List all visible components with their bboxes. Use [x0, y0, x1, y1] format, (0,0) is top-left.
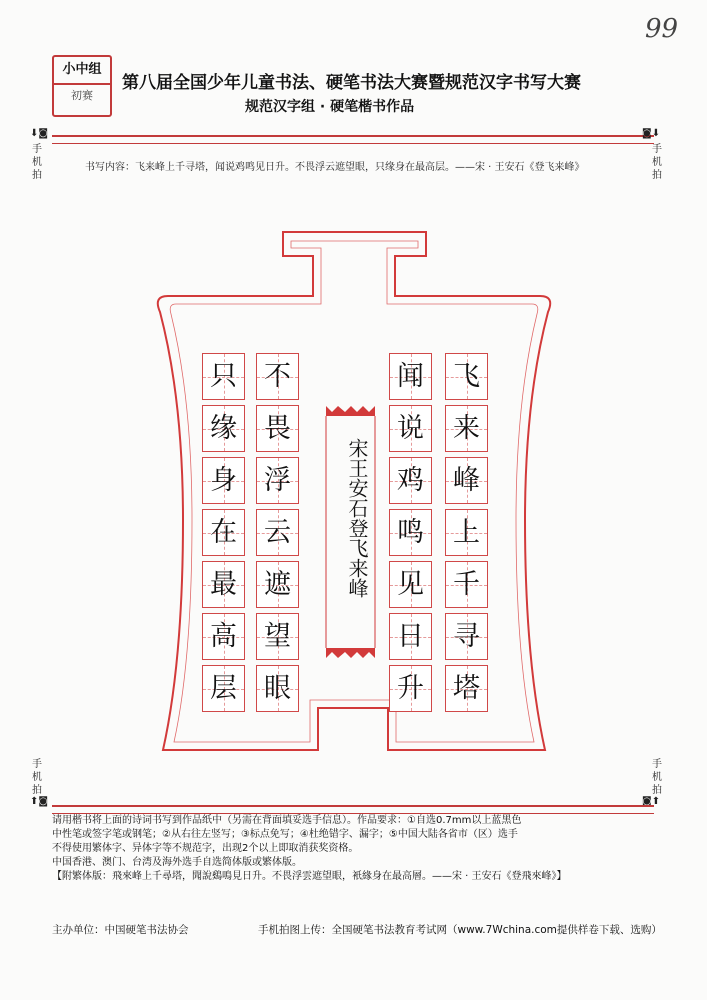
- upload-text: 手机拍图上传：全国硬笔书法教育考试网（www.7Wchina.com提供样卷下载、选购）: [258, 924, 662, 936]
- camera-corner-icon: ⬆◙: [30, 796, 49, 807]
- char-cell: 鸣: [389, 509, 432, 556]
- char-cell: 遮: [256, 561, 299, 608]
- char-cell: 浮: [256, 457, 299, 504]
- char-cell: 高: [202, 613, 245, 660]
- camera-corner-icon: ◙⬆: [642, 796, 661, 807]
- char-cell: 上: [445, 509, 488, 556]
- footer-divider: [52, 805, 654, 814]
- badge-stage-label: 初赛: [71, 89, 93, 102]
- char-cell: 日: [389, 613, 432, 660]
- char-cell: 寻: [445, 613, 488, 660]
- instruction-line: 中国香港、澳门、台湾及海外选手自选简体版或繁体版。: [52, 857, 302, 868]
- char-cell: 闻: [389, 353, 432, 400]
- char-cell: 望: [256, 613, 299, 660]
- instruction-line: 【附繁体版：飛來峰上千尋塔，聞說鷄鳴見日升。不畏浮雲遮望眼，衹緣身在最高層。——宋 · 王安石《登飛來峰》】: [52, 871, 567, 882]
- instruction-line: 中性笔或签字笔或钢笔；②从右往左竖写；③标点免写；④杜绝错字、漏字；⑤中国大陆各省市（区）选手: [52, 829, 518, 840]
- char-cell: 畏: [256, 405, 299, 452]
- char-cell: 云: [256, 509, 299, 556]
- char-cell: 不: [256, 353, 299, 400]
- attribution-text: 宋王安石登飞来峰: [345, 438, 369, 598]
- char-cell: 眼: [256, 665, 299, 712]
- char-cell: 鸡: [389, 457, 432, 504]
- char-cell: 缘: [202, 405, 245, 452]
- phone-shot-label: 手机拍: [652, 759, 662, 796]
- char-cell: 见: [389, 561, 432, 608]
- writing-content: 书写内容：飞来峰上千寻塔，闻说鸡鸣见日升。不畏浮云遮望眼，只缘身在最高层。——宋 · 王安石《登飞来峰》: [85, 162, 585, 173]
- char-cell: 身: [202, 457, 245, 504]
- char-cell: 峰: [445, 457, 488, 504]
- badge-group-label: 小中组: [54, 57, 110, 85]
- char-cell: 说: [389, 405, 432, 452]
- camera-corner-icon: ⬇◙: [30, 128, 49, 139]
- camera-corner-icon: ◙⬇: [642, 128, 661, 139]
- char-cell: 千: [445, 561, 488, 608]
- char-cell: 升: [389, 665, 432, 712]
- page-subtitle: 规范汉字组 · 硬笔楷书作品: [245, 99, 415, 115]
- char-cell: 层: [202, 665, 245, 712]
- instruction-line: 请用楷书将上面的诗词书写到作品纸中（另需在背面填妥选手信息）。作品要求：①自选0.7mm以上蓝黑色: [52, 815, 522, 826]
- page-number: 99: [645, 14, 679, 44]
- char-cell: 在: [202, 509, 245, 556]
- phone-shot-label: 手机拍: [32, 144, 42, 181]
- phone-shot-label: 手机拍: [32, 759, 42, 796]
- char-cell: 飞: [445, 353, 488, 400]
- char-cell: 塔: [445, 665, 488, 712]
- char-cell: 来: [445, 405, 488, 452]
- organizer-text: 主办单位：中国硬笔书法协会: [52, 924, 189, 936]
- instructions: [52, 814, 652, 884]
- char-cell: 最: [202, 561, 245, 608]
- phone-shot-label: 手机拍: [652, 144, 662, 181]
- char-cell: 只: [202, 353, 245, 400]
- page-title: 第八届全国少年儿童书法、硬笔书法大赛暨规范汉字书写大赛: [122, 73, 581, 93]
- instruction-line: 不得使用繁体字、异体字等不规范字，出现2个以上即取消获奖资格。: [52, 843, 359, 854]
